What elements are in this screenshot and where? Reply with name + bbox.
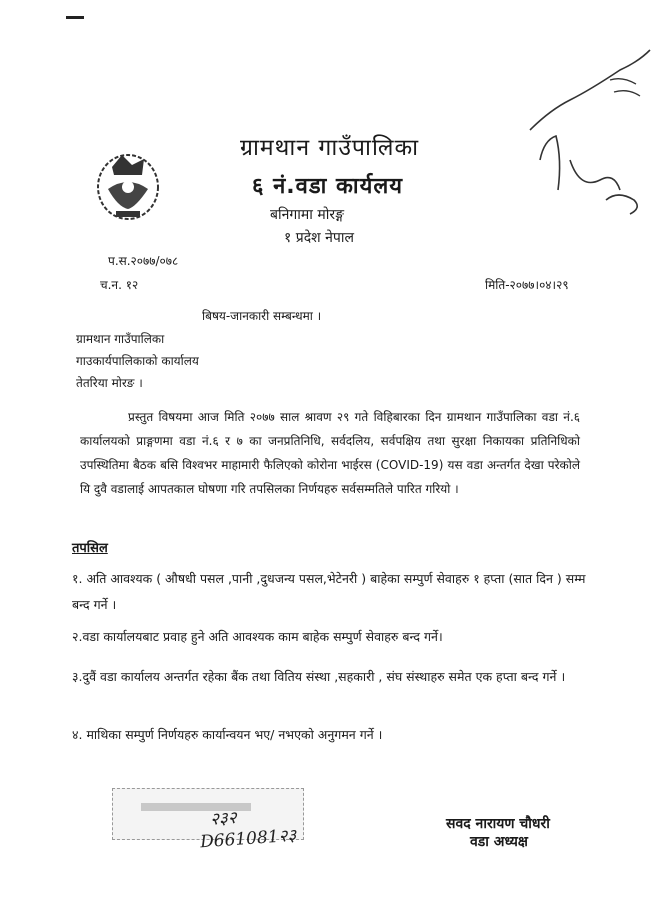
address-line: गाउकार्यपालिकाको कार्यालय xyxy=(76,354,199,368)
address-line: ग्रामथान गाउँपालिका xyxy=(76,332,165,346)
office-name: ग्रामथान गाउँपालिका xyxy=(240,135,420,161)
ward-office-name: ६ नं.वडा कार्यलय xyxy=(252,174,404,199)
address-line: तेतरिया मोरङ । xyxy=(76,376,143,390)
handwritten-number: २३२ xyxy=(209,808,238,830)
signatory-title: वडा अध्यक्ष xyxy=(470,834,528,850)
top-mark xyxy=(66,16,84,19)
office-province: १ प्रदेश नेपाल xyxy=(284,230,354,246)
list-item: ४. माथिका सम्पुर्ण निर्णयहरु कार्यान्वयन भए/ नभएको अनुगमन गर्ने । xyxy=(72,727,383,742)
subject-line: बिषय-जानकारी सम्बन्धमा । xyxy=(202,309,322,323)
letter-number: प.स.२०७७/०७८ xyxy=(108,254,179,268)
dispatch-number: च.न. १२ xyxy=(100,278,139,292)
body-paragraph xyxy=(80,405,580,501)
list-item: १. अति आवश्यक ( औषधी पसल ,पानी ,दुधजन्य पसल,भेटेनरी ) बाहेका सम्पुर्ण सेवाहरु १ हप्ता (सात दिन ) सम्म बन्द गर्ने । xyxy=(72,571,586,612)
handwritten-number: D661081२३ xyxy=(199,825,297,853)
list-heading: तपसिल xyxy=(72,541,108,556)
list-item: ३.दुवैं वडा कार्यालय अन्तर्गत रहेका बैंक तथा वितिय संस्था ,सहकारी , संघ संस्थाहरु समेत एक हप्ता बन्द गर्ने । xyxy=(72,669,566,684)
letter-date: मिति-२०७७।०४।२९ xyxy=(485,278,569,292)
nepal-emblem-icon xyxy=(92,145,164,225)
list-item: २.वडा कार्यालयबाट प्रवाह हुने अति आवश्यक काम बाहेक सम्पुर्ण सेवाहरु बन्द गर्ने। xyxy=(72,629,443,644)
handwritten-annotation-icon xyxy=(510,40,660,230)
office-location: बनिगामा मोरङ्ग xyxy=(270,207,344,223)
signatory-name: सवद नारायण चौधरी xyxy=(446,816,550,832)
body-text: प्रस्तुत विषयमा आज मिति २०७७ साल श्रावण २९ गते विहिबारका दिन ग्रामथान गाउँपालिका वडा नं.६ कार्यालयको प्राङ्गणमा वडा नं.६ र ७ का जनप्रतिनिधि, सर्वदलिय, सर्वपक्षिय तथा सुरक्षा निकायका प्रतिनिधिको उपस्थितिमा बैठक बसि विश्वभर माहामारी फैलिएको कोरोना भाईरस (COVID-19) यस वडा अन्तर्गत देखा परेकोले यि दुवै वडालाई आपतकाल घोषणा गरि तपसिलका निर्णयहरु सर्वसम्मतिले पारित गरियो । xyxy=(80,410,580,496)
